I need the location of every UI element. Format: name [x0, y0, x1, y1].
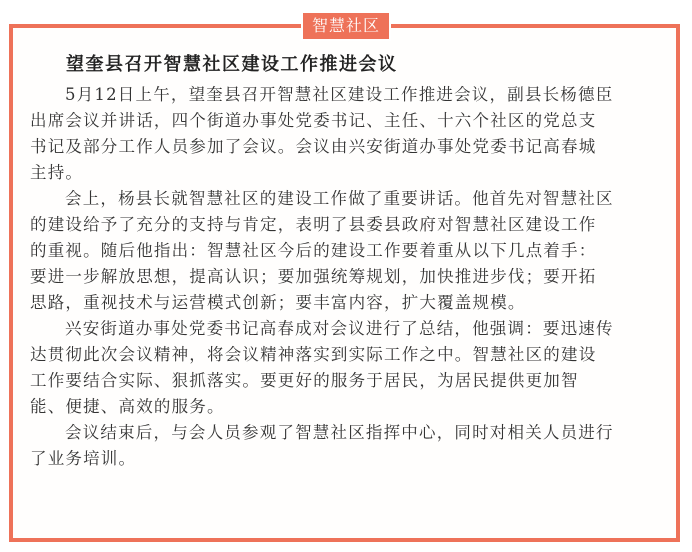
article-body: [30, 82, 670, 472]
section-tag: 智慧社区: [301, 11, 391, 41]
text-line: 了业务培训。: [30, 449, 137, 468]
text-line: 工作要结合实际、狠抓落实。要更好的服务于居民，为居民提供更加智: [30, 371, 579, 390]
text-line: 兴安街道办事处党委书记高春成对会议进行了总结，他强调：要迅速传: [65, 319, 614, 338]
article-title: 望奎县召开智慧社区建设工作推进会议: [66, 54, 398, 75]
text-line: 主持。: [30, 163, 84, 182]
paragraph: [30, 82, 670, 186]
text-line: 要进一步解放思想，提高认识；要加强统筹规划，加快推进步伐；要开拓: [30, 267, 597, 286]
text-line: 的重视。随后他指出：智慧社区今后的建设工作要着重从以下几点着手：: [30, 241, 597, 260]
text-line: 的建设给予了充分的支持与肯定，表明了县委县政府对智慧社区建设工作: [30, 215, 597, 234]
text-line: 思路，重视技术与运营模式创新；要丰富内容，扩大覆盖规模。: [30, 293, 526, 312]
text-line: 达贯彻此次会议精神，将会议精神落实到实际工作之中。智慧社区的建设: [30, 345, 597, 364]
paragraph: [30, 316, 670, 420]
text-line: 会上，杨县长就智慧社区的建设工作做了重要讲话。他首先对智慧社区: [65, 189, 614, 208]
paragraph: [30, 186, 670, 316]
paragraph: [30, 420, 670, 472]
text-line: 5月12日上午，望奎县召开智慧社区建设工作推进会议，副县长杨德臣: [65, 85, 614, 104]
text-line: 书记及部分工作人员参加了会议。会议由兴安街道办事处党委书记高春城: [30, 137, 597, 156]
text-line: 能、便捷、高效的服务。: [30, 397, 225, 416]
text-line: 会议结束后，与会人员参观了智慧社区指挥中心，同时对相关人员进行: [65, 423, 614, 442]
text-line: 出席会议并讲话，四个街道办事处党委书记、主任、十六个社区的党总支: [30, 111, 597, 130]
